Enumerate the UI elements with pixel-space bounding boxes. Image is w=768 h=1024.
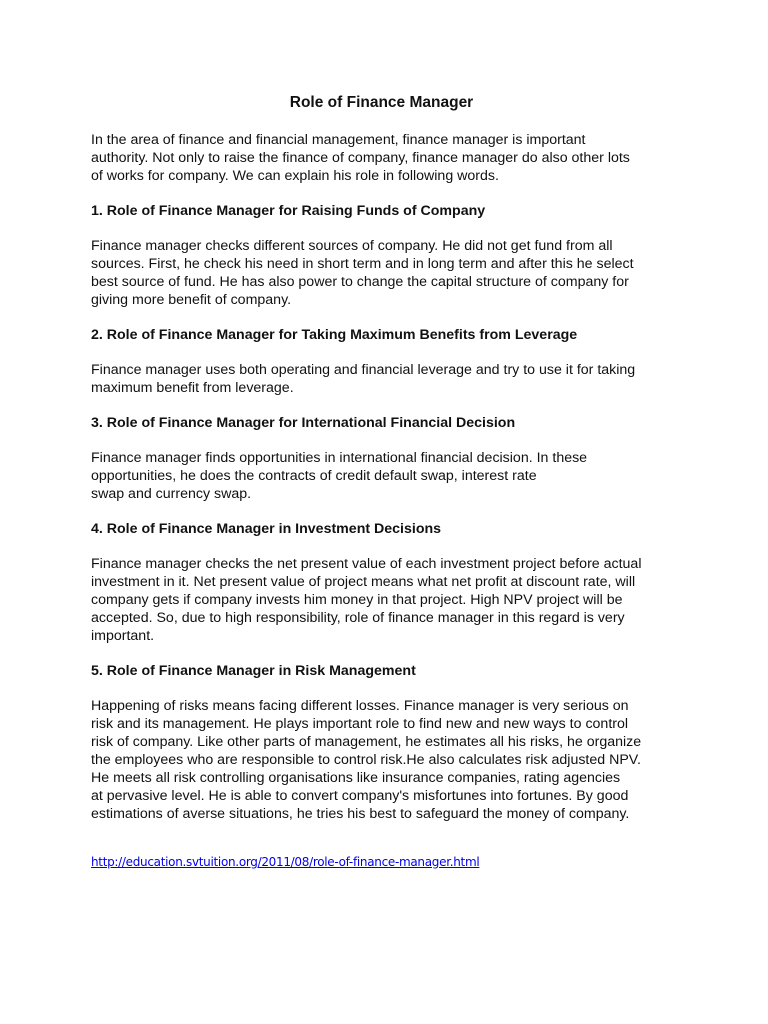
- paragraph-line: swap and currency swap.: [91, 486, 252, 502]
- paragraph-line: investment in it. Net present value of project means what net profit at discount rate, will: [91, 574, 636, 590]
- section-raising-funds: [91, 202, 672, 309]
- intro-paragraph: [91, 131, 672, 185]
- paragraph-line: opportunities, he does the contracts of credit default swap, interest rate: [91, 468, 537, 484]
- paragraph-line: sources. First, he check his need in short term and in long term and after this he select: [91, 256, 634, 272]
- intro-line: authority. Not only to raise the finance of company, finance manager do also other lots: [91, 150, 630, 166]
- paragraph-line: Finance manager checks different sources of company. He did not get fund from all: [91, 238, 613, 254]
- section-leverage: [91, 326, 672, 397]
- section-investment-decisions: [91, 520, 672, 645]
- paragraph-line: Finance manager finds opportunities in international financial decision. In these: [91, 450, 588, 466]
- section-paragraph: [91, 697, 672, 823]
- section-paragraph: [91, 555, 672, 645]
- paragraph-line: risk and its management. He plays important role to find new and new ways to control: [91, 716, 629, 732]
- source-link[interactable]: http://education.svtuition.org/2011/08/role-of-finance-manager.html: [91, 855, 480, 869]
- section-risk-management: [91, 662, 672, 823]
- paragraph-line: He meets all risk controlling organisations like insurance companies, rating agencies: [91, 770, 621, 786]
- paragraph-line: maximum benefit from leverage.: [91, 380, 294, 396]
- section-paragraph: [91, 361, 672, 397]
- section-paragraph: [91, 237, 672, 309]
- paragraph-line: estimations of averse situations, he tries his best to safeguard the money of company.: [91, 806, 630, 822]
- paragraph-line: risk of company. Like other parts of management, he estimates all his risks, he organize: [91, 734, 642, 750]
- intro-line: of works for company. We can explain his role in following words.: [91, 168, 499, 184]
- paragraph-line: accepted. So, due to high responsibility, role of finance manager in this regard is very: [91, 610, 625, 626]
- section-international-decision: [91, 414, 672, 503]
- paragraph-line: Finance manager checks the net present value of each investment project before actual: [91, 556, 642, 572]
- section-heading: 1. Role of Finance Manager for Raising Funds of Company: [91, 203, 486, 219]
- paragraph-line: Happening of risks means facing different losses. Finance manager is very serious on: [91, 698, 629, 714]
- paragraph-line: giving more benefit of company.: [91, 292, 292, 308]
- document-title: Role of Finance Manager: [289, 94, 474, 111]
- section-heading: 5. Role of Finance Manager in Risk Management: [91, 663, 416, 679]
- paragraph-line: Finance manager uses both operating and financial leverage and try to use it for taking: [91, 362, 636, 378]
- section-heading: 3. Role of Finance Manager for International Financial Decision: [91, 415, 516, 431]
- intro-line: In the area of finance and financial management, finance manager is important: [91, 132, 586, 148]
- section-heading: 2. Role of Finance Manager for Taking Maximum Benefits from Leverage: [91, 327, 578, 343]
- paragraph-line: important.: [91, 628, 155, 644]
- paragraph-line: best source of fund. He has also power to change the capital structure of company for: [91, 274, 629, 290]
- section-heading: 4. Role of Finance Manager in Investment Decisions: [91, 521, 442, 537]
- section-paragraph: [91, 449, 672, 503]
- paragraph-line: company gets if company invests him money in that project. High NPV project will be: [91, 592, 623, 608]
- paragraph-line: the employees who are responsible to control risk.He also calculates risk adjusted NPV.: [91, 752, 641, 768]
- paragraph-line: at pervasive level. He is able to convert company's misfortunes into fortunes. By good: [91, 788, 629, 804]
